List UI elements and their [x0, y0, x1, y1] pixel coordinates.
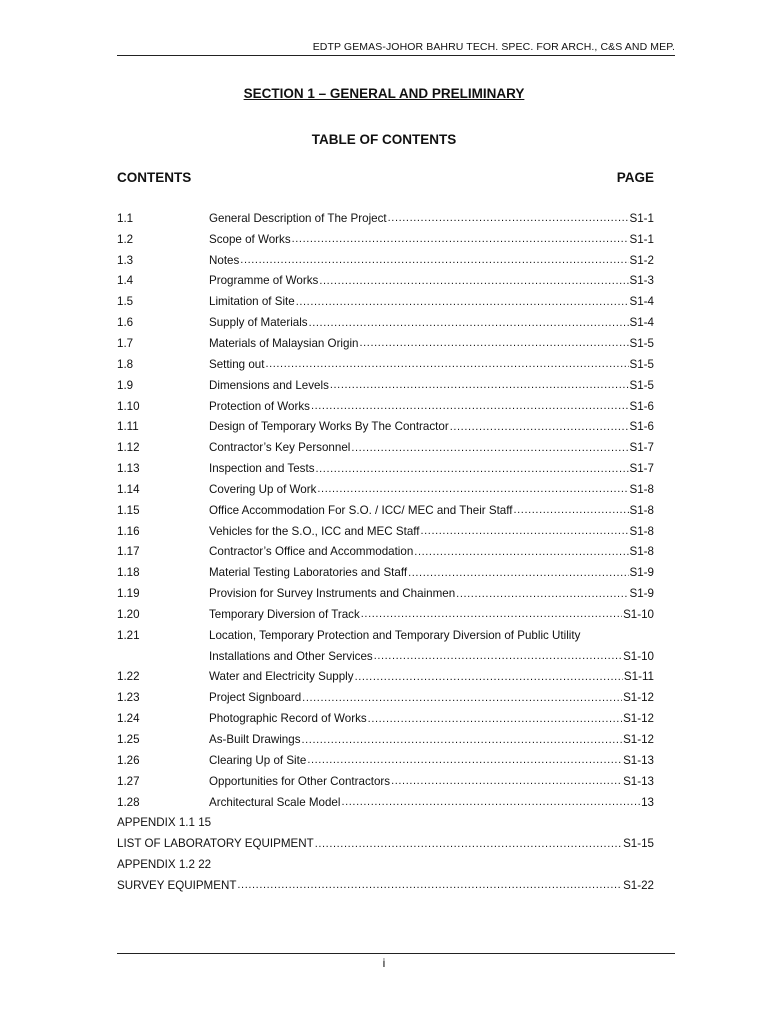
toc-entry-title: Contractor’s Key Personnel — [209, 441, 351, 455]
footer-rule — [117, 953, 675, 954]
toc-entry-title: Architectural Scale Model — [209, 795, 341, 809]
dot-leader — [456, 588, 628, 600]
toc-entry-number: 1.18 — [117, 566, 140, 580]
toc-entry[interactable] — [117, 812, 654, 833]
toc-entry-title: Vehicles for the S.O., ICC and MEC Staff — [209, 524, 420, 538]
toc-entry-number: 1.3 — [117, 253, 134, 267]
toc-entry[interactable] — [117, 792, 654, 813]
contents-heading: CONTENTS — [117, 170, 192, 185]
dot-leader — [421, 525, 629, 537]
toc-entry[interactable] — [117, 875, 654, 896]
toc-entry[interactable] — [117, 354, 654, 375]
dot-leader — [408, 567, 628, 579]
toc-entry[interactable] — [117, 521, 654, 542]
toc-entry-page: S1-6 — [629, 420, 654, 434]
toc-entry-page: S1-1 — [629, 211, 654, 225]
toc-entry-number: 1.1 — [117, 211, 134, 225]
toc-entry-title: Opportunities for Other Contractors — [209, 774, 391, 788]
toc-entry[interactable] — [117, 312, 654, 333]
toc-entry-number: 1.9 — [117, 378, 134, 392]
toc-entry-page: S1-13 — [623, 753, 654, 767]
toc-entry-page: S1-4 — [629, 316, 654, 330]
toc-entry[interactable] — [117, 562, 654, 583]
toc-entry[interactable] — [117, 833, 654, 854]
dot-leader — [302, 734, 623, 746]
toc-entry-title: APPENDIX 1.1 15 — [117, 816, 212, 830]
toc-entry-page: S1-10 — [623, 649, 654, 663]
toc-entry-title: Materials of Malaysian Origin — [209, 336, 359, 350]
dot-leader — [292, 233, 629, 245]
toc-entry-number: 1.16 — [117, 524, 140, 538]
toc-entry-page: 13 — [641, 795, 654, 809]
toc-entry[interactable] — [117, 229, 654, 250]
toc-entry-title: Setting out — [209, 357, 265, 371]
toc-entry[interactable] — [117, 583, 654, 604]
toc-entry[interactable] — [117, 437, 654, 458]
toc-entry[interactable] — [117, 458, 654, 479]
toc-list — [117, 208, 654, 896]
toc-entry-title: Contractor’s Office and Accommodation — [209, 545, 414, 559]
toc-entry[interactable] — [117, 771, 654, 792]
dot-leader — [311, 400, 629, 412]
toc-entry-page: S1-3 — [629, 274, 654, 288]
toc-entry-page: S1-5 — [629, 378, 654, 392]
dot-leader — [361, 608, 622, 620]
toc-entry-number: 1.13 — [117, 462, 140, 476]
toc-entry-page: S1-22 — [623, 878, 654, 892]
dot-leader — [374, 650, 622, 662]
toc-entry-page: S1-5 — [629, 357, 654, 371]
toc-entry-number: 1.5 — [117, 295, 134, 309]
toc-entry-number: 1.6 — [117, 316, 134, 330]
toc-entry-title: Office Accommodation For S.O. / ICC/ MEC and Their Staff — [209, 503, 513, 517]
toc-entry-number: 1.27 — [117, 774, 140, 788]
toc-entry-title: Project Signboard — [209, 691, 302, 705]
toc-entry[interactable] — [117, 208, 654, 229]
toc-entry-title: Water and Electricity Supply — [209, 670, 354, 684]
toc-entry-title: Inspection and Tests — [209, 462, 315, 476]
toc-entry-page: S1-1 — [629, 232, 654, 246]
toc-entry[interactable] — [117, 250, 654, 271]
toc-entry-number: 1.21 — [117, 628, 140, 642]
dot-leader — [351, 442, 628, 454]
toc-entry-page: S1-15 — [623, 837, 654, 851]
toc-entry-page: S1-8 — [629, 524, 654, 538]
dot-leader — [414, 546, 628, 558]
toc-entry-title: Dimensions and Levels — [209, 378, 329, 392]
toc-entry-number: 1.23 — [117, 691, 140, 705]
toc-entry-number: 1.22 — [117, 670, 140, 684]
toc-entry[interactable] — [117, 396, 654, 417]
toc-entry-title: Clearing Up of Site — [209, 753, 307, 767]
dot-leader — [330, 379, 629, 391]
toc-entry-number: 1.19 — [117, 587, 140, 601]
toc-entry-page: S1-11 — [623, 670, 654, 684]
toc-entry-title: Covering Up of Work — [209, 482, 317, 496]
dot-leader — [302, 692, 622, 704]
toc-entry-number: 1.20 — [117, 607, 140, 621]
running-header: EDTP GEMAS-JOHOR BAHRU TECH. SPEC. FOR ARCH., C&S AND MEP. — [312, 41, 675, 53]
toc-entry[interactable] — [117, 271, 654, 292]
toc-entry-number: 1.11 — [117, 420, 139, 434]
toc-entry-page: S1-8 — [629, 545, 654, 559]
toc-entry-number: 1.2 — [117, 232, 134, 246]
toc-entry-number: 1.28 — [117, 795, 140, 809]
dot-leader — [368, 713, 622, 725]
toc-entry-page: S1-9 — [629, 566, 654, 580]
toc-entry-title: Protection of Works — [209, 399, 310, 413]
toc-entry-title: Installations and Other Services — [209, 649, 373, 663]
toc-entry-page: S1-9 — [629, 587, 654, 601]
toc-entry-number: 1.15 — [117, 503, 140, 517]
toc-entry[interactable] — [117, 750, 654, 771]
toc-entry-title: Supply of Materials — [209, 316, 308, 330]
toc-entry[interactable] — [117, 729, 654, 750]
dot-leader — [391, 775, 622, 787]
toc-entry[interactable] — [117, 291, 654, 312]
toc-entry-page: S1-12 — [623, 712, 654, 726]
toc-entry-title: Design of Temporary Works By The Contractor — [209, 420, 449, 434]
toc-entry-title: LIST OF LABORATORY EQUIPMENT — [117, 837, 314, 851]
toc-entry-title: Scope of Works — [209, 232, 291, 246]
dot-leader — [307, 754, 622, 766]
toc-entry-title: Limitation of Site — [209, 295, 295, 309]
dot-leader — [309, 317, 629, 329]
toc-entry-page: S1-4 — [629, 295, 654, 309]
dot-leader — [355, 671, 623, 683]
dot-leader — [237, 879, 622, 891]
dot-leader — [341, 796, 640, 808]
dot-leader — [240, 254, 628, 266]
toc-entry-number: 1.4 — [117, 274, 134, 288]
toc-entry[interactable] — [117, 708, 654, 729]
column-headings — [117, 170, 654, 185]
section-title — [0, 86, 768, 101]
toc-entry-page: S1-5 — [629, 336, 654, 350]
page-heading: PAGE — [616, 170, 654, 185]
dot-leader — [360, 337, 629, 349]
toc-entry-number: 1.8 — [117, 357, 134, 371]
dot-leader — [317, 483, 628, 495]
toc-entry-title: Provision for Survey Instruments and Chainmen — [209, 587, 456, 601]
toc-entry-page: S1-12 — [623, 733, 654, 747]
toc-entry-number: 1.10 — [117, 399, 140, 413]
toc-entry-number: 1.14 — [117, 482, 140, 496]
toc-entry[interactable] — [117, 500, 654, 521]
dot-leader — [319, 275, 628, 287]
dot-leader — [315, 838, 622, 850]
toc-entry[interactable] — [117, 667, 654, 688]
toc-entry-number: 1.17 — [117, 545, 140, 559]
toc-entry-number: 1.25 — [117, 733, 140, 747]
toc-entry[interactable] — [117, 479, 654, 500]
dot-leader — [265, 358, 628, 370]
toc-entry-page: S1-13 — [623, 774, 654, 788]
toc-entry[interactable] — [117, 542, 654, 563]
toc-entry[interactable] — [117, 375, 654, 396]
footer-page-number: i — [382, 956, 386, 970]
toc-entry-page: S1-8 — [629, 503, 654, 517]
toc-entry-page: S1-8 — [629, 482, 654, 496]
toc-entry-title: Programme of Works — [209, 274, 319, 288]
toc-entry-page: S1-2 — [629, 253, 654, 267]
dot-leader — [450, 421, 629, 433]
dot-leader — [316, 463, 629, 475]
toc-entry-title: SURVEY EQUIPMENT — [117, 878, 237, 892]
dot-leader — [388, 212, 629, 224]
toc-entry-title: As-Built Drawings — [209, 733, 301, 747]
toc-entry-title: APPENDIX 1.2 22 — [117, 858, 212, 872]
toc-title: TABLE OF CONTENTS — [311, 132, 457, 147]
dot-leader — [296, 296, 629, 308]
toc-entry-number: 1.26 — [117, 753, 140, 767]
toc-entry-page: S1-7 — [629, 462, 654, 476]
toc-entry[interactable] — [117, 646, 654, 667]
header-rule — [117, 55, 675, 56]
toc-entry-number: 1.12 — [117, 441, 140, 455]
toc-entry[interactable] — [117, 625, 654, 646]
toc-entry-title: Temporary Diversion of Track — [209, 607, 360, 621]
toc-entry-title: Photographic Record of Works — [209, 712, 367, 726]
toc-entry[interactable] — [117, 687, 654, 708]
toc-entry-page: S1-12 — [623, 691, 654, 705]
dot-leader — [514, 504, 629, 516]
toc-entry-page: S1-10 — [623, 607, 654, 621]
toc-entry-title: Notes — [209, 253, 240, 267]
toc-entry-title: Location, Temporary Protection and Temporary Diversion of Public Utility — [209, 628, 581, 642]
toc-entry-page: S1-6 — [629, 399, 654, 413]
toc-entry[interactable] — [117, 416, 654, 437]
toc-entry-title: Material Testing Laboratories and Staff — [209, 566, 408, 580]
toc-entry-number: 1.7 — [117, 336, 134, 350]
section-title-text: SECTION 1 – GENERAL AND PRELIMINARY — [243, 86, 525, 101]
toc-entry-title: General Description of The Project — [209, 211, 387, 225]
toc-entry-number: 1.24 — [117, 712, 140, 726]
toc-entry[interactable] — [117, 854, 654, 875]
toc-entry[interactable] — [117, 333, 654, 354]
toc-entry-page: S1-7 — [629, 441, 654, 455]
toc-entry[interactable] — [117, 604, 654, 625]
